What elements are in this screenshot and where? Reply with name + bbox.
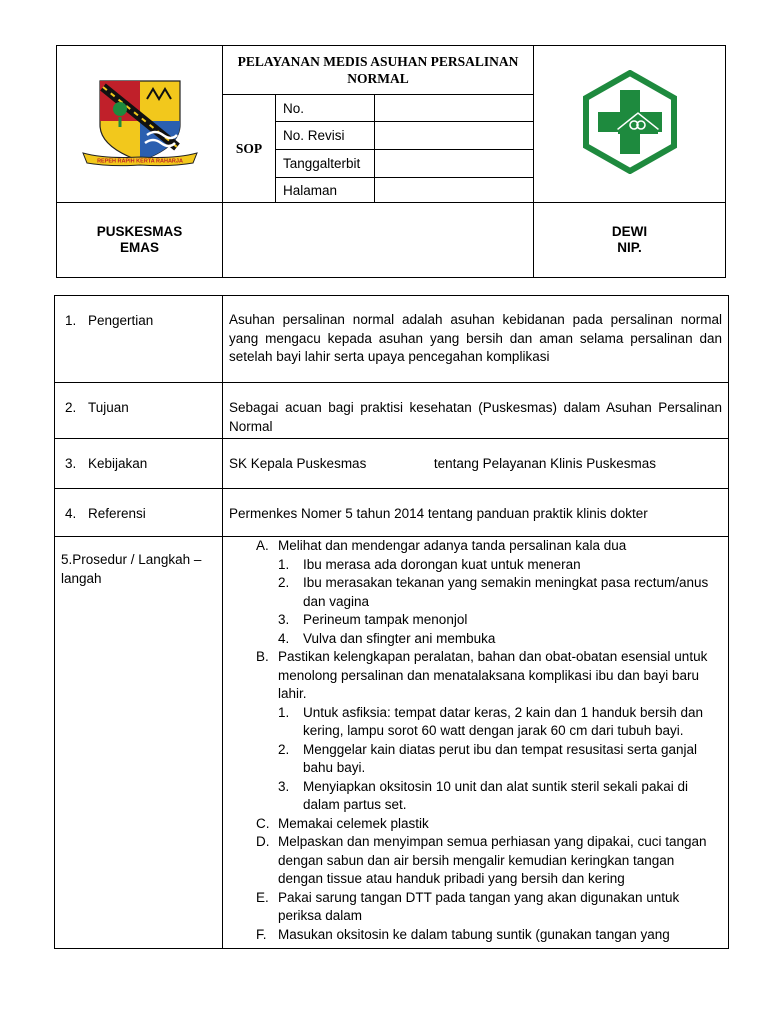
procedure-step (229, 648, 722, 704)
sop-title: PELAYANAN MEDIS ASUHAN PERSALINAN NORMAL (223, 46, 534, 95)
meta-tanggal-label: Tanggalterbit (276, 150, 375, 178)
procedure-substep (229, 778, 722, 815)
meta-halaman-label: Halaman (276, 178, 375, 203)
procedure-substep-marker: 1. (278, 556, 290, 572)
procedure-step-text: Melpaskan dan menyimpan semua perhiasan yang dipakai, cuci tangan dengan sabun dan air bersih mengalir kemudian keringkan tangan dengan tissue atau handuk pribadi yang bersih dan kering (278, 834, 707, 886)
procedure-step-marker: B. (256, 649, 269, 664)
procedure-step (229, 889, 722, 926)
puskesmas-name: PUSKESMAS EMAS (57, 203, 223, 278)
procedure-step (229, 833, 722, 889)
meta-revisi-value (375, 122, 534, 150)
procedure-step-text: Memakai celemek plastik (278, 815, 429, 831)
sop-header-table (56, 45, 726, 278)
regional-crest-logo (75, 77, 205, 167)
procedure-step-marker: F. (256, 926, 267, 942)
procedure-step-marker: D. (256, 834, 270, 849)
procedure-substep-text: Untuk asfiksia: tempat datar keras, 2 kain dan 1 handuk bersih dan kering, lampu sorot 60 watt dengan jarak 60 cm dari tubuh bayi. (303, 704, 703, 738)
row-value-referensi: Permenkes Nomer 5 tahun 2014 tentang panduan praktik klinis dokter (223, 489, 729, 537)
procedure-step (229, 537, 722, 556)
procedure-list (229, 537, 722, 947)
procedure-substep-text: Perineum tampak menonjol (303, 612, 468, 627)
procedure-substep-marker: 2. (278, 575, 290, 590)
approval-blank-cell (223, 203, 534, 278)
procedure-step-text: Melihat dan mendengar adanya tanda persalinan kala dua (278, 538, 627, 553)
row-value-pengertian: Asuhan persalinan normal adalah asuhan kebidanan pada persalinan normal yang mengacu kepada asuhan yang bersih dan aman selama persalinan dan setelah bayi lahir serta upaya pencegahan komplikasi (223, 296, 729, 383)
meta-halaman-value (375, 178, 534, 203)
meta-no-label: No. (276, 95, 375, 122)
procedure-step-marker: E. (256, 889, 269, 905)
row-value-prosedur (223, 537, 729, 949)
meta-tanggal-value (375, 150, 534, 178)
procedure-step-text: Masukan oksitosin ke dalam tabung suntik (gunakan tangan yang (278, 926, 670, 942)
procedure-substep-marker: 2. (278, 741, 290, 757)
procedure-substep-text: Ibu merasa ada dorongan kuat untuk meneran (303, 556, 581, 572)
row-label-pengertian: 1. Pengertian (55, 296, 223, 383)
svg-text:REPEH RAPIH KERTA RAHARJA: REPEH RAPIH KERTA RAHARJA (96, 158, 183, 164)
row-label-prosedur: 5.Prosedur / Langkah – langah (55, 537, 223, 949)
procedure-substep-text: Menggelar kain diatas perut ibu dan tempat resusitasi serta ganjal bahu bayi. (303, 741, 697, 775)
regional-crest-cell (57, 46, 223, 203)
sop-label: SOP (223, 95, 276, 203)
procedure-substep (229, 630, 722, 649)
meta-no-value (375, 95, 534, 122)
puskesmas-logo-cell (534, 46, 726, 203)
procedure-step-text: Pastikan kelengkapan peralatan, bahan dan obat-obatan esensial untuk menolong persalinan dan menatalaksana komplikasi ibu dan bayi baru lahir. (278, 649, 708, 701)
row-label-kebijakan: 3. Kebijakan (55, 439, 223, 489)
row-value-tujuan: Sebagai acuan bagi praktisi kesehatan (Puskesmas) dalam Asuhan Persalinan Normal (223, 383, 729, 439)
procedure-substep-marker: 3. (278, 778, 290, 794)
head-signature-name: DEWI NIP. (534, 203, 726, 278)
procedure-step-text: Pakai sarung tangan DTT pada tangan yang akan digunakan untuk periksa dalam (278, 889, 680, 923)
procedure-substep (229, 611, 722, 630)
procedure-step-marker: A. (256, 538, 269, 553)
procedure-substep (229, 556, 722, 575)
procedure-substep (229, 741, 722, 778)
procedure-substep-text: Vulva dan sfingter ani membuka (303, 630, 496, 646)
sop-content-table (54, 295, 729, 949)
row-value-kebijakan: SK Kepala Puskesmas tentang Pelayanan Klinis Puskesmas (223, 439, 729, 489)
meta-revisi-label: No. Revisi (276, 122, 375, 150)
procedure-substep-text: Menyiapkan oksitosin 10 unit dan alat suntik steril sekali pakai di dalam partus set. (303, 778, 688, 812)
row-label-tujuan: 2. Tujuan (55, 383, 223, 439)
procedure-step (229, 926, 722, 945)
procedure-substep-text: Ibu merasakan tekanan yang semakin meningkat pasa rectum/anus dan vagina (303, 575, 709, 609)
procedure-substep-marker: 3. (278, 612, 290, 627)
procedure-substep (229, 574, 722, 611)
procedure-substep (229, 704, 722, 741)
row-label-referensi: 4. Referensi (55, 489, 223, 537)
procedure-step (229, 815, 722, 834)
procedure-step-marker: C. (256, 815, 270, 831)
procedure-substep-marker: 1. (278, 704, 290, 720)
procedure-substep-marker: 4. (278, 630, 290, 646)
puskesmas-logo (580, 70, 680, 174)
